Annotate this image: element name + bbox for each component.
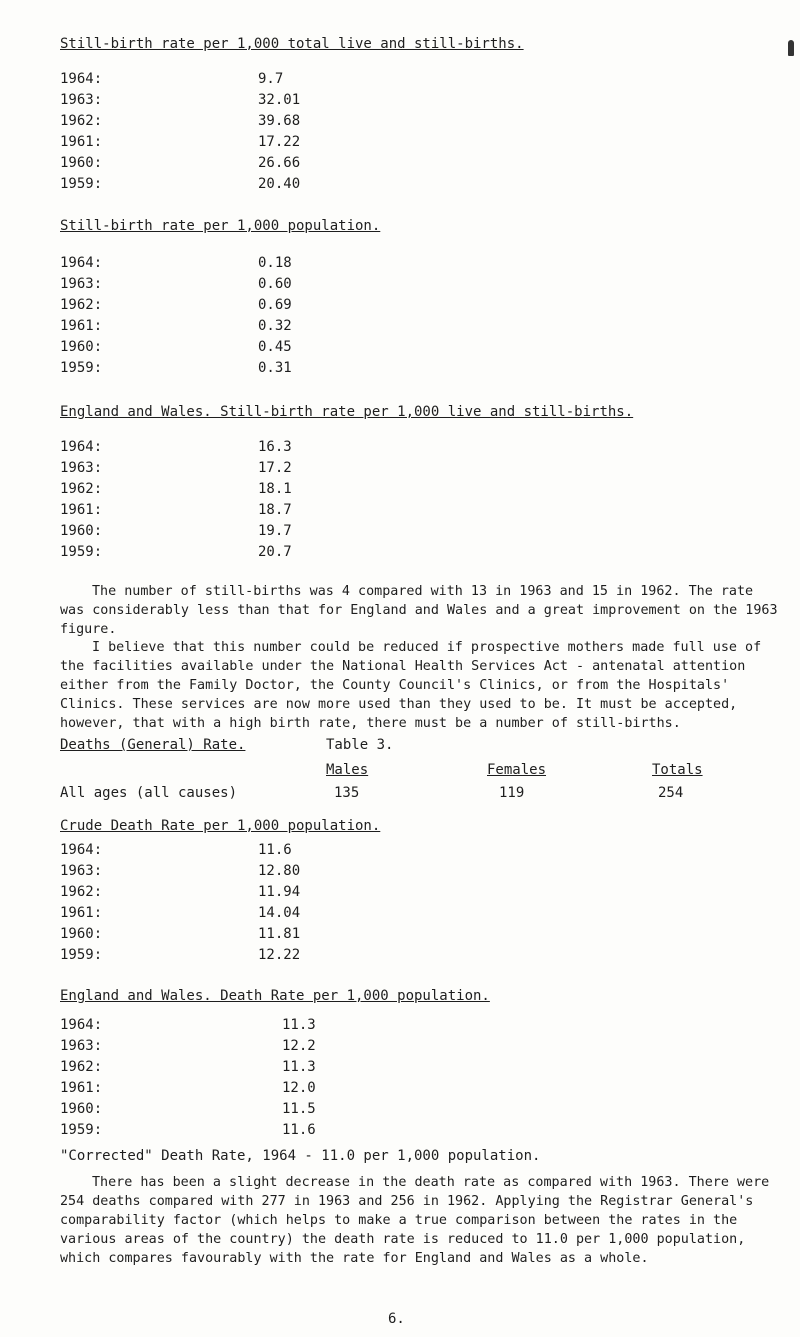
year-label: 1959: [60, 947, 103, 963]
still-birth-rate-heading: Still-birth rate per 1,000 total live and still-births. [60, 36, 524, 52]
page-number: 6. [388, 1311, 405, 1327]
col-totals: Totals [652, 762, 703, 778]
col-females: Females [487, 762, 547, 778]
year-label: 1961: [60, 905, 103, 921]
year-label: 1963: [60, 276, 103, 292]
england-wales-still-birth-heading: England and Wales. Still-birth rate per 1,000 live and still-births. [60, 404, 634, 420]
rate-value: 9.7 [258, 71, 284, 87]
year-label: 1962: [60, 113, 103, 129]
year-label: 1961: [60, 318, 103, 334]
rate-value: 11.94 [258, 884, 301, 900]
rate-value: 19.7 [258, 523, 292, 539]
year-label: 1964: [60, 71, 103, 87]
rate-value: 0.45 [258, 339, 292, 355]
year-label: 1959: [60, 1122, 103, 1138]
deaths-general-heading: Deaths (General) Rate. [60, 737, 246, 753]
rate-value: 12.2 [282, 1038, 316, 1054]
rate-value: 20.40 [258, 176, 301, 192]
rate-value: 12.0 [282, 1080, 316, 1096]
col-males: Males [326, 762, 369, 778]
rate-value: 11.3 [282, 1017, 316, 1033]
year-label: 1964: [60, 842, 103, 858]
rate-value: 11.3 [282, 1059, 316, 1075]
prospective-mothers-paragraph: I believe that this number could be reduced if prospective mothers made full use of the facilities available under the National Health Services Act - antenatal attention either from the Family Doctor, the County Council's Clinics, or from the Hospitals' Clinics. These services are now more used than they used to be. It must be accepted, however, that with a high birth rate, there must be a number of still-births. [60, 640, 762, 731]
rate-value: 12.80 [258, 863, 301, 879]
year-label: 1962: [60, 884, 103, 900]
year-label: 1962: [60, 481, 103, 497]
rate-value: 18.7 [258, 502, 292, 518]
year-label: 1960: [60, 339, 103, 355]
totals-value: 254 [658, 785, 684, 801]
year-label: 1960: [60, 926, 103, 942]
crude-death-rate-heading: Crude Death Rate per 1,000 population. [60, 818, 381, 834]
rate-value: 18.1 [258, 481, 292, 497]
year-label: 1961: [60, 502, 103, 518]
rate-value: 0.18 [258, 255, 292, 271]
females-value: 119 [499, 785, 525, 801]
rate-value: 11.6 [258, 842, 292, 858]
year-label: 1964: [60, 1017, 103, 1033]
year-label: 1961: [60, 1080, 103, 1096]
rate-value: 17.2 [258, 460, 292, 476]
row-label: All ages (all causes) [60, 785, 238, 801]
rate-value: 20.7 [258, 544, 292, 560]
ink-mark [788, 40, 794, 56]
rate-value: 0.32 [258, 318, 292, 334]
rate-value: 14.04 [258, 905, 301, 921]
year-label: 1963: [60, 460, 103, 476]
rate-value: 11.81 [258, 926, 301, 942]
rate-value: 17.22 [258, 134, 301, 150]
england-wales-death-rate-heading: England and Wales. Death Rate per 1,000 population. [60, 988, 490, 1004]
table-title: Table 3. [326, 737, 394, 753]
year-label: 1964: [60, 255, 103, 271]
year-label: 1959: [60, 360, 103, 376]
year-label: 1963: [60, 1038, 103, 1054]
rate-value: 26.66 [258, 155, 301, 171]
rate-value: 0.60 [258, 276, 292, 292]
rate-value: 0.31 [258, 360, 292, 376]
year-label: 1961: [60, 134, 103, 150]
year-label: 1959: [60, 544, 103, 560]
rate-value: 16.3 [258, 439, 292, 455]
death-rate-paragraph: There has been a slight decrease in the death rate as compared with 1963. There were 254 deaths compared with 277 in 1963 and 256 in 1962. Applying the Registrar General's comparability factor (which helps to make a true comparison between the rates in the various areas of the country) the death rate is reduced to 11.0 per 1,000 population, which compares favourably with the rate for England and Wales as a whole. [60, 1175, 770, 1266]
year-label: 1963: [60, 863, 103, 879]
rate-value: 32.01 [258, 92, 301, 108]
year-label: 1960: [60, 1101, 103, 1117]
corrected-death-rate: "Corrected" Death Rate, 1964 - 11.0 per 1,000 population. [60, 1148, 541, 1164]
year-label: 1964: [60, 439, 103, 455]
year-label: 1960: [60, 523, 103, 539]
rate-value: 0.69 [258, 297, 292, 313]
year-label: 1963: [60, 92, 103, 108]
still-birth-population-heading: Still-birth rate per 1,000 population. [60, 218, 381, 234]
rate-value: 11.5 [282, 1101, 316, 1117]
males-value: 135 [334, 785, 360, 801]
rate-value: 11.6 [282, 1122, 316, 1138]
rate-value: 39.68 [258, 113, 301, 129]
year-label: 1962: [60, 1059, 103, 1075]
year-label: 1962: [60, 297, 103, 313]
still-birth-paragraph: The number of still-births was 4 compared with 13 in 1963 and 15 in 1962. The rate was considerably less than that for England and Wales and a great improvement on the 1963 figure. [60, 584, 778, 637]
year-label: 1960: [60, 155, 103, 171]
year-label: 1959: [60, 176, 103, 192]
rate-value: 12.22 [258, 947, 301, 963]
